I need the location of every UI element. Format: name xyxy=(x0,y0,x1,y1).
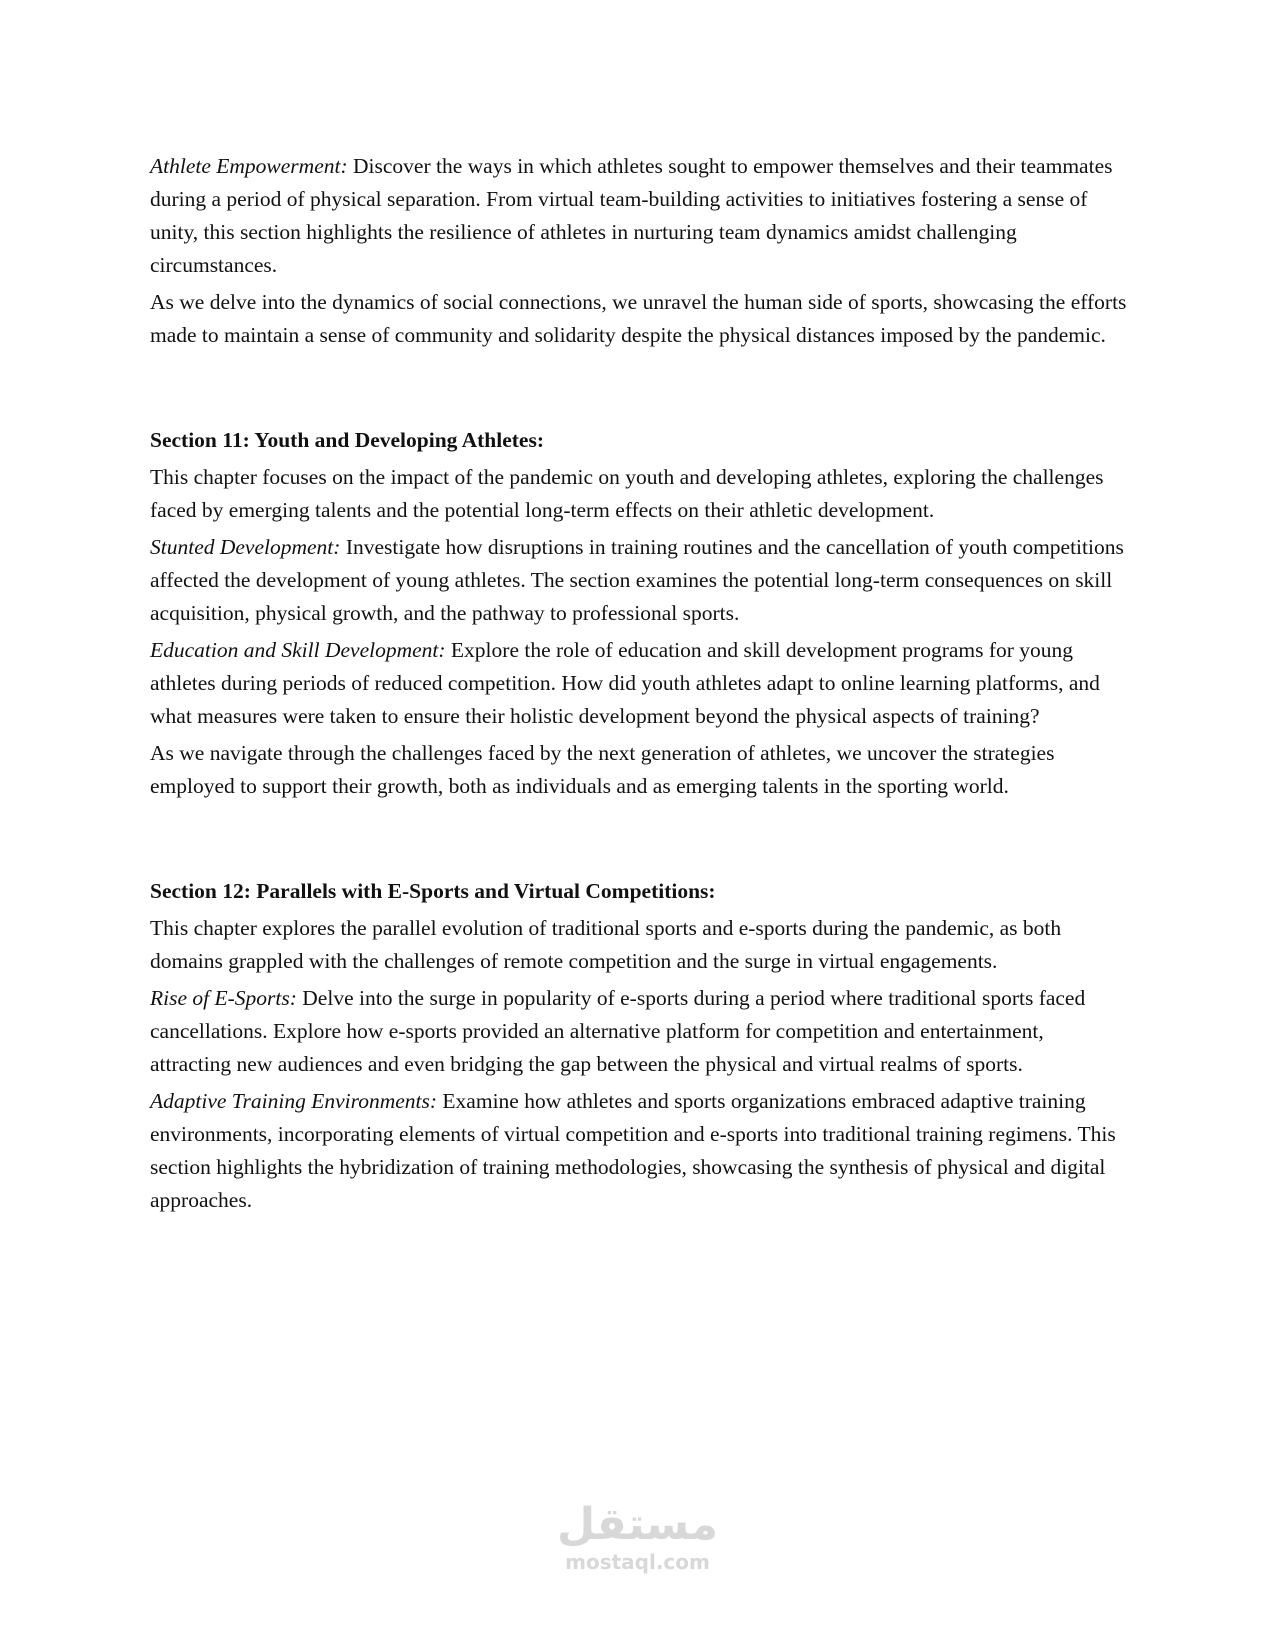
paragraph-education-skill xyxy=(150,634,1130,733)
section-11-heading: Section 11: Youth and Developing Athletes: xyxy=(150,428,544,452)
paragraph-text: Delve into the surge in popularity of e-sports during a period where traditional sports faced cancellations. Explore how e-sports provided an alternative platform for competition and entertainment, attracting new audiences and even bridging the gap between the physical and virtual realms of sports. xyxy=(150,986,1086,1076)
section-11-outro: As we navigate through the challenges faced by the next generation of athletes, we uncover the strategies employed to support their growth, both as individuals and as emerging talents in the sporting world. xyxy=(150,741,1055,798)
italic-lead: Adaptive Training Environments: xyxy=(150,1089,438,1113)
paragraph-stunted-development xyxy=(150,531,1130,630)
italic-lead: Education and Skill Development: xyxy=(150,638,446,662)
paragraph-athlete-empowerment xyxy=(150,150,1130,282)
paragraph-rise-esports xyxy=(150,982,1130,1081)
section-12-heading: Section 12: Parallels with E-Sports and Virtual Competitions: xyxy=(150,879,716,903)
paragraph-text: Discover the ways in which athletes sought to empower themselves and their teammates during a period of physical separation. From virtual team-building activities to initiatives fostering a sense of unity, this section highlights the resilience of athletes in nurturing team dynamics amidst challenging circumstances. xyxy=(150,154,1113,277)
paragraph-text: Explore the role of education and skill development programs for young athletes during periods of reduced competition. How did youth athletes adapt to online learning platforms, and what measures were taken to ensure their holistic development beyond the physical aspects of training? xyxy=(150,638,1100,728)
italic-lead: Athlete Empowerment: xyxy=(150,154,348,178)
paragraph-text: Examine how athletes and sports organizations embraced adaptive training environments, incorporating elements of virtual competition and e-sports into traditional training regimens. This section highlights the hybridization of training methodologies, showcasing the synthesis of physical and digital approaches. xyxy=(150,1089,1116,1212)
italic-lead: Rise of E-Sports: xyxy=(150,986,297,1010)
paragraph-adaptive-training xyxy=(150,1085,1130,1217)
section-11-intro: This chapter focuses on the impact of the pandemic on youth and developing athletes, exploring the challenges faced by emerging talents and the potential long-term effects on their athletic development. xyxy=(150,465,1104,522)
watermark-arabic: مستقل xyxy=(557,1499,718,1550)
italic-lead: Stunted Development: xyxy=(150,535,341,559)
watermark-latin: mostaql.com xyxy=(565,1550,710,1574)
document-page xyxy=(150,150,1130,1221)
watermark-logo xyxy=(0,1500,1275,1574)
paragraph-text: Investigate how disruptions in training routines and the cancellation of youth competitions affected the development of young athletes. The section examines the potential long-term consequences on skill acquisition, physical growth, and the pathway to professional sports. xyxy=(150,535,1124,625)
section-12-intro: This chapter explores the parallel evolution of traditional sports and e-sports during the pandemic, as both domains grappled with the challenges of remote competition and the surge in virtual engagements. xyxy=(150,916,1062,973)
paragraph-social-connections: As we delve into the dynamics of social connections, we unravel the human side of sports, showcasing the efforts made to maintain a sense of community and solidarity despite the physical distances imposed by the pandemic. xyxy=(150,290,1127,347)
